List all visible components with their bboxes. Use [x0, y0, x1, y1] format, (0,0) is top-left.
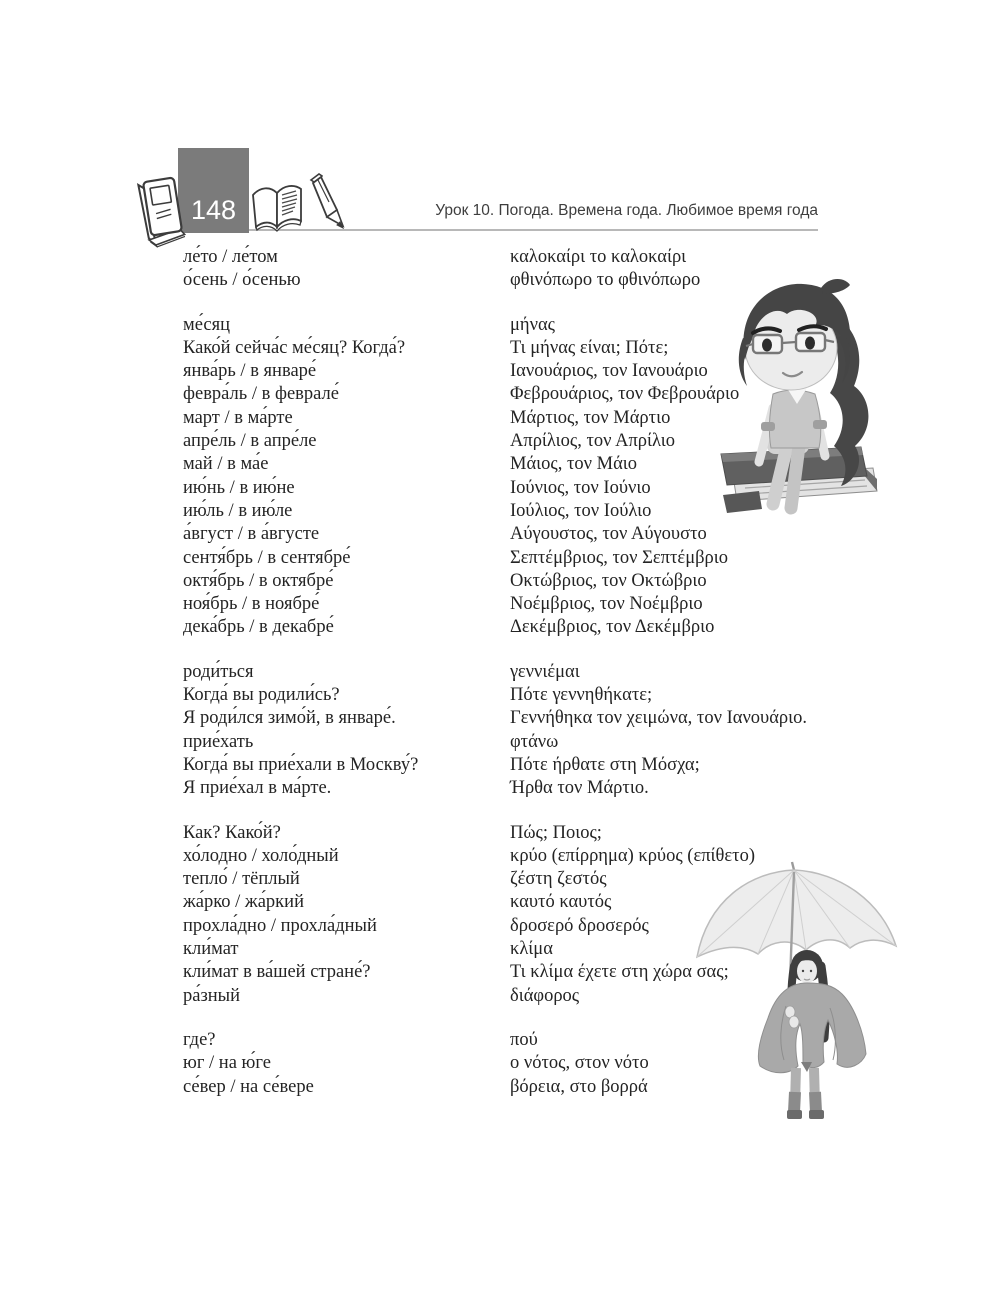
greek-translation: Πώς; Ποιος;	[510, 822, 602, 843]
russian-term: хо́лодно / холо́дный	[183, 845, 339, 866]
russian-term: кли́мат	[183, 939, 239, 960]
russian-term: Како́й сейча́с ме́сяц? Когда́?	[183, 337, 406, 358]
vocab-row	[183, 570, 863, 593]
russian-term: жа́рко / жа́ркий	[183, 892, 304, 913]
greek-translation: Οκτώβριος, τον Οκτώβριο	[510, 570, 707, 591]
page-number: 148	[190, 195, 237, 225]
russian-term: сентя́брь / в сентябре́	[183, 547, 351, 568]
greek-translation: γεννιέμαι	[510, 661, 580, 682]
vocab-row	[183, 868, 863, 891]
vocab-row	[183, 845, 863, 868]
vocab-row	[183, 822, 863, 845]
russian-term: о́сень / о́сенью	[183, 270, 301, 291]
vocab-row	[183, 938, 863, 961]
vocab-row	[183, 915, 863, 938]
greek-translation: Πότε γεννηθήκατε;	[510, 685, 653, 706]
vocab-row	[183, 337, 863, 360]
russian-term: се́вер / на се́вере	[183, 1076, 314, 1097]
vocab-row	[183, 754, 863, 777]
vocab-row	[183, 593, 863, 616]
russian-term: февра́ль / в феврале́	[183, 384, 339, 405]
russian-term: ме́сяц	[183, 314, 230, 335]
greek-translation: Αύγουστος, τον Αύγουστο	[510, 524, 707, 545]
vocab-row	[183, 360, 863, 383]
russian-term: прохла́дно / прохла́дный	[183, 915, 377, 936]
vocab-row	[183, 523, 863, 546]
greek-translation: Μάιος, τον Μάιο	[510, 454, 637, 475]
vocab-row	[183, 269, 863, 292]
vocab-row	[183, 246, 863, 269]
vocab-row	[183, 961, 863, 984]
russian-term: а́вгуст / в а́вгусте	[183, 524, 320, 545]
russian-term: юг / на ю́ге	[183, 1053, 271, 1074]
vocab-row	[183, 731, 863, 754]
russian-term: март / в ма́рте	[183, 407, 293, 428]
russian-term: роди́ться	[183, 661, 254, 682]
header-title: Урок 10. Погода. Времена года. Любимое время года	[435, 202, 818, 219]
vocab-list	[183, 246, 863, 1120]
vocab-row	[183, 985, 863, 1008]
vocab-row	[183, 684, 863, 707]
russian-term: где?	[183, 1029, 216, 1050]
vocab-row	[183, 1052, 863, 1075]
greek-translation: Σεπτέμβριος, τον Σεπτέμβριο	[510, 547, 728, 568]
vocab-block	[183, 314, 863, 640]
vocab-row	[183, 616, 863, 639]
russian-term: апре́ль / в апре́ле	[183, 431, 317, 452]
greek-translation: διάφορος	[510, 985, 580, 1006]
vocab-block	[183, 246, 863, 293]
russian-term: октя́брь / в октябре́	[183, 570, 334, 591]
vocab-block	[183, 822, 863, 1008]
greek-translation: καυτό καυτός	[510, 892, 612, 913]
russian-term: ноя́брь / в ноябре́	[183, 594, 320, 615]
greek-translation: Δεκέμβριος, τον Δεκέμβριο	[510, 617, 715, 638]
russian-term: тепло́ / тёплый	[183, 869, 300, 890]
greek-translation: Μάρτιος, τον Μάρτιο	[510, 407, 671, 428]
notebook-icon	[248, 183, 304, 240]
vocab-row	[183, 1029, 863, 1052]
vocab-row	[183, 1076, 863, 1099]
russian-term: дека́брь / в декабре́	[183, 617, 334, 638]
greek-translation: κρύο (επίρρημα) κρύος (επίθετο)	[510, 845, 756, 866]
vocab-row	[183, 314, 863, 337]
russian-term: Я роди́лся зимо́й, в январе́.	[183, 708, 396, 729]
vocab-block	[183, 1029, 863, 1099]
greek-translation: Πότε ήρθατε στη Μόσχα;	[510, 754, 700, 775]
greek-translation: κλίμα	[510, 939, 553, 960]
greek-translation: φτάνω	[510, 731, 559, 752]
greek-translation: Φεβρουάριος, τον Φεβρουάριο	[510, 384, 740, 405]
russian-term: Как? Како́й?	[183, 822, 281, 843]
vocab-row	[183, 383, 863, 406]
russian-term: ию́нь / в ию́не	[183, 477, 295, 498]
greek-translation: πού	[510, 1029, 538, 1050]
greek-translation: Ιούνιος, τον Ιούνιο	[510, 477, 651, 498]
greek-translation: Τι κλίμα έχετε στη χώρα σας;	[510, 962, 729, 983]
russian-term: ию́ль / в ию́ле	[183, 500, 293, 521]
russian-term: ра́зный	[183, 985, 240, 1006]
greek-translation: ζέστη ζεστός	[510, 869, 607, 890]
vocab-block	[183, 661, 863, 801]
greek-translation: μήνας	[510, 314, 555, 335]
vocab-row	[183, 777, 863, 800]
russian-term: Я прие́хал в ма́рте.	[183, 778, 332, 799]
vocab-row	[183, 707, 863, 730]
vocab-row	[183, 891, 863, 914]
book-icon	[131, 174, 189, 257]
vocab-row	[183, 477, 863, 500]
greek-translation: Απρίλιος, τον Απρίλιο	[510, 431, 675, 452]
greek-translation: Γεννήθηκα τον χειμώνα, τον Ιανουάριο.	[510, 708, 807, 729]
greek-translation: Τι μήνας είναι; Πότε;	[510, 337, 669, 358]
russian-term: кли́мат в ва́шей стране́?	[183, 962, 371, 983]
greek-translation: καλοκαίρι το καλοκαίρι	[510, 247, 687, 267]
russian-term: янва́рь / в январе́	[183, 361, 317, 382]
vocab-row	[183, 547, 863, 570]
russian-term: ле́то / ле́том	[183, 247, 278, 267]
greek-translation: βόρεια, στο βορρά	[510, 1076, 648, 1097]
greek-translation: Ιούλιος, τον Ιούλιο	[510, 500, 652, 521]
greek-translation: Ιανουάριος, τον Ιανουάριο	[510, 361, 708, 382]
vocab-row	[183, 661, 863, 684]
vocab-row	[183, 407, 863, 430]
vocab-row	[183, 453, 863, 476]
greek-translation: Νοέμβριος, τον Νοέμβριο	[510, 594, 703, 615]
russian-term: май / в ма́е	[183, 454, 269, 475]
russian-term: Когда́ вы прие́хали в Москву́?	[183, 754, 419, 775]
greek-translation: φθινόπωρο το φθινόπωρο	[510, 270, 701, 291]
russian-term: Когда́ вы родили́сь?	[183, 685, 340, 706]
greek-translation: δροσερό δροσερός	[510, 915, 649, 936]
pen-icon	[299, 172, 347, 239]
russian-term: прие́хать	[183, 731, 254, 752]
greek-translation: ο νότος, στον νότο	[510, 1053, 649, 1074]
vocab-row	[183, 430, 863, 453]
greek-translation: Ήρθα τον Μάρτιο.	[510, 778, 649, 799]
vocab-row	[183, 500, 863, 523]
